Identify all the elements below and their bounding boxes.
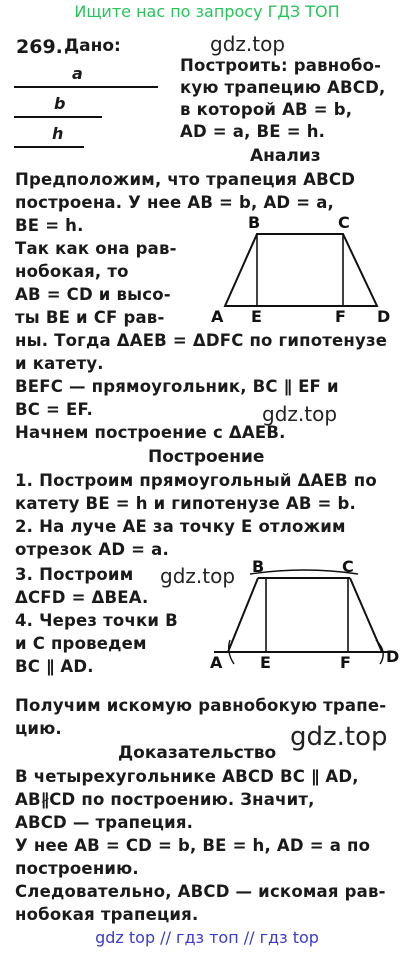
point-e-label: E xyxy=(260,653,271,672)
vertex-a-label: A xyxy=(211,307,224,324)
analysis-line: Предположим, что трапеция ABCD xyxy=(15,170,356,189)
analysis-line: Начнем построение с ΔAEB. xyxy=(15,423,286,442)
construction-line: и C проведем xyxy=(15,634,147,653)
vertex-c-label: C xyxy=(338,213,350,232)
vertex-d-label: D xyxy=(386,647,400,666)
analysis-line: AB = CD и высо- xyxy=(15,285,171,304)
proof-line: В четырехугольнике ABCD BC ∥ AD, xyxy=(15,767,359,786)
proof-line: AB∦CD по построению. Значит, xyxy=(15,790,315,809)
analysis-line: и катету. xyxy=(15,354,104,373)
point-f-label: F xyxy=(335,307,346,324)
segment-a xyxy=(14,86,158,88)
proof-line: ABCD — трапеция. xyxy=(15,813,194,832)
task-line: AD = a, BE = h. xyxy=(180,122,326,141)
vertex-c-label: C xyxy=(342,557,354,576)
segment-a-label: a xyxy=(72,64,83,83)
task-line: кую трапецию ABCD, xyxy=(180,78,386,97)
analysis-line: Так как она рав- xyxy=(15,239,177,258)
construction-line: отрезок AD = a. xyxy=(15,540,169,559)
analysis-line: построена. У нее AB = b, AD = a, xyxy=(15,193,335,212)
point-e-label: E xyxy=(251,307,262,324)
proof-line: нобокая трапеция. xyxy=(15,905,199,924)
analysis-line: BE = h. xyxy=(15,216,84,235)
watermark: gdz.top xyxy=(262,402,338,426)
watermark: gdz.top xyxy=(160,564,236,588)
watermark: gdz.top xyxy=(290,722,388,752)
point-f-label: F xyxy=(340,653,351,672)
proof-line: Следовательно, ABCD — искомая рав- xyxy=(15,882,386,901)
construction-line: BC ∥ AD. xyxy=(15,657,94,676)
analysis-line: нобокая, то xyxy=(15,262,129,281)
result-line: Получим искомую равнобокую трапе- xyxy=(15,696,387,715)
proof-line: построению. xyxy=(15,859,139,878)
vertex-b-label: B xyxy=(252,557,265,576)
problem-number: 269. xyxy=(16,36,63,58)
analysis-heading: Анализ xyxy=(250,146,321,166)
segment-h-label: h xyxy=(52,124,64,143)
analysis-line: ты BE и CF рав- xyxy=(15,308,165,327)
site-banner: Ищите нас по запросу ГДЗ ТОП xyxy=(74,2,340,21)
task-line: в которой AB = b, xyxy=(180,100,353,119)
analysis-line: BC = EF. xyxy=(15,400,93,419)
analysis-line: ны. Тогда ΔAEB = ΔDFC по гипотенузе xyxy=(15,331,388,350)
segment-b-label: b xyxy=(54,94,66,113)
site-footer: gdz top // гдз топ // гдз top xyxy=(95,928,319,947)
result-line: цию. xyxy=(15,719,62,738)
vertex-b-label: B xyxy=(248,213,261,232)
construction-line: ΔCFD = ΔBEA. xyxy=(15,588,149,607)
construction-figure xyxy=(200,556,405,674)
segment-h xyxy=(14,146,84,148)
construction-heading: Построение xyxy=(148,447,265,467)
trapezoid-figure xyxy=(205,212,395,324)
watermark: gdz.top xyxy=(210,32,286,56)
vertex-a-label: A xyxy=(210,653,223,672)
construction-line: 3. Построим xyxy=(15,565,134,584)
construction-line: 1. Построим прямоугольный ΔAEB по xyxy=(15,471,377,490)
task-line: Построить: равнобо- xyxy=(180,56,382,75)
construction-line: 2. На луче AE за точку E отложим xyxy=(15,517,346,536)
construction-line: катету BE = h и гипотенузе AB = b. xyxy=(15,494,356,513)
proof-heading: Доказательство xyxy=(118,743,277,763)
construction-line: 4. Через точки B xyxy=(15,611,178,630)
segment-b xyxy=(14,116,102,118)
given-label: Дано: xyxy=(64,36,121,56)
vertex-d-label: D xyxy=(377,307,391,324)
proof-line: У нее AB = CD = b, BE = h, AD = a по xyxy=(15,836,371,855)
analysis-line: BEFC — прямоугольник, BC ∥ EF и xyxy=(15,377,339,396)
